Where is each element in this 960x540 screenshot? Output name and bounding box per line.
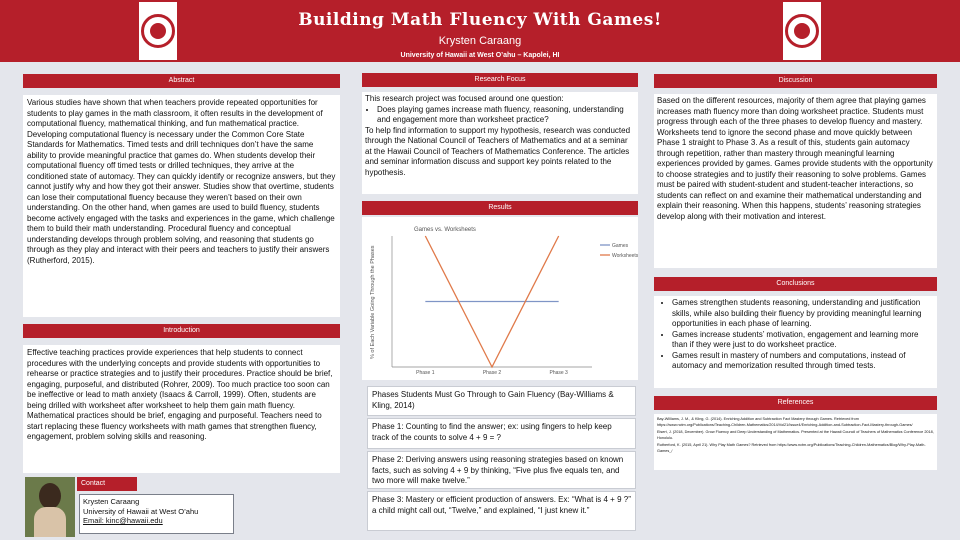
phase-2-box: Phase 2: Deriving answers using reasoning strategies based on known facts, such as solving 4 + 9 by thinking, “Five plus five equals ten, and two more will make twelve.” xyxy=(367,451,636,489)
discussion-body: Based on the different resources, majority of them agree that playing games increases math fluency more than doing worksheet practice. Students must progress through each of the three phases to develop fluency and mastery. Worksheets tend to ignore the second phase and move quickly between Phase 1 straight to Phase 3. As a result of this, students gain automacy through repetition, rather than mastery through meaningful learning experiences provided by games. Games provide students with the opportunity to choose strategies and to justify their reasoning to solve problems. Games must be paired with student-student and student-teacher interactions, so students can reflect on and examine their mathematical understanding and explain their reasoning. When this happens, students’ reasoning strategies develop along with their motivation and interest. xyxy=(654,94,937,268)
reference-item: Rutherford, K. (2015, April 21). Why Play Math Games? Retrieved from https://www.nctm.org/Publications/Teaching-Children-Mathematics/Blog/Why-Play-Math-Games_/ xyxy=(657,443,926,453)
chart-title: Games vs. Worksheets xyxy=(414,227,476,233)
conclusions-body xyxy=(654,296,937,388)
poster-author: Krysten Caraang xyxy=(438,35,522,47)
conclusions-heading: Conclusions xyxy=(654,277,937,291)
results-heading: Results xyxy=(362,201,638,215)
contact-box xyxy=(79,494,234,534)
research-focus-text: To help find information to support my hypothesis, research was conducted through the National Council of Teachers of Mathematics and at a seminar at the Hawaii Council of Teachers of Mathematics Conference. The articles and seminar information discuss and support key points related to the hypothesis. xyxy=(365,125,631,177)
abstract-heading: Abstract xyxy=(23,74,340,88)
research-focus-heading: Research Focus xyxy=(362,73,638,87)
reference-item: Bay-Williams, J. M., & Kling, G. (2014). Enriching Addition and Subtraction Fact Mastery through Games. Retrieved from https://www.nctm.org/Publications/Teaching-Children-Mathematics/2014/Vol21/Issue4/Enriching-Addition-and-Subtraction-Fact-Mastery-through-Games/ xyxy=(657,417,913,427)
poster-affiliation: University of Hawaii at West O’ahu – Kapolei, HI xyxy=(400,52,560,59)
chart-y-axis-label: % of Each Variable Going Through the Phases xyxy=(370,245,376,359)
phase-1-box: Phase 1: Counting to find the answer; ex: using fingers to help keep track of the counts to solve 4 + 9 = ? xyxy=(367,418,636,449)
contact-email[interactable]: Email: kinc@hawaii.edu xyxy=(83,516,163,525)
author-photo xyxy=(25,477,75,537)
discussion-heading: Discussion xyxy=(654,74,937,88)
introduction-heading: Introduction xyxy=(23,324,340,338)
games-vs-worksheets-chart xyxy=(362,217,638,380)
results-chart xyxy=(362,217,638,380)
references-heading: References xyxy=(654,396,937,410)
legend-label: Worksheets xyxy=(612,253,638,259)
phase-3-box: Phase 3: Mastery or efficient production of answers. Ex: “What is 4 + 9 ?” a child might call out, “Twelve,” and explained, “I just knew it.” xyxy=(367,491,636,531)
x-tick-label: Phase 2 xyxy=(482,370,502,376)
conclusion-item: • Games result in mastery of numbers and computations, instead of automacy and memorization resulted through timed tests. xyxy=(672,351,934,372)
research-focus-intro: This research project was focused around one question: xyxy=(365,94,564,103)
x-tick-label: Phase 3 xyxy=(549,370,568,376)
references-body xyxy=(654,414,937,470)
conclusion-item: • Games increase students’ motivation, engagement and learning more than if they were just to do worksheet practice. xyxy=(672,330,934,351)
legend-label: Games xyxy=(612,243,629,249)
research-focus-body xyxy=(362,92,638,194)
poster-title: Building Math Fluency With Games! xyxy=(298,10,662,30)
introduction-body: Effective teaching practices provide experiences that help students to connect procedures with the underlying concepts and provide students with opportunities to rehearse or practice strategies and to justify their procedures. Practice should be brief, engaging, purposeful, and distributed (Rohrer, 2009). Too much practice too soon can be ineffective or lead to math anxiety (Isaacs & Carroll, 1999). Often, students are being drilled with worksheet after worksheet to help them gain math fluency. Mathematical practices should be brief, engaging and purposeful. Teachers need to start replacing these fluency worksheets with math games that strengthen fluency, engagement, problem solving skills and reasoning. xyxy=(23,345,340,473)
contact-name: Krysten Caraang xyxy=(83,497,140,506)
contact-heading: Contact xyxy=(77,477,137,491)
reference-item: Eisert, J. (2018, December). Grow Fluency and Deep Understanding of Mathematics. Presented at the Hawaii Council of Teachers of Mathematics Conference 2018, Honolulu. xyxy=(657,430,934,440)
research-question: • Does playing games increase math fluency, reasoning, understanding and engagement more than worksheet practice? xyxy=(377,105,635,126)
abstract-body: Various studies have shown that when teachers provide repeated opportunities for students to play games in the math classroom, it often results in the development of computational fluency, mathematical thinking, and fun mathematical practice. Developing computational fluency is necessary under the Common Core State Standards for Mathematics. Timed tests and drill techniques don’t have the same ability to provide meaningful practice that games do. When students develop their computational fluency off timed tests or drilled techniques, they arrive at the conditioned state of automacy. They can quickly identify or recognize answers, but they cannot justify why and how they got their answer. Studies show that overtime, students can lose their computational fluency because they weren’t based on their own understanding. On the other hand, when games are used to build fluency, students become actively engaged with the tasks and experiences in the game, which challenge them to build their math understanding. Procedural fluency and conceptual understanding develops through problem solving, and reasoning that students go through as they play and interact with their peers and teachers to justify their answers (Rutherford, 2015). xyxy=(23,95,340,317)
contact-affiliation: University of Hawaii at West O’ahu xyxy=(83,506,199,516)
poster-header xyxy=(0,0,960,62)
conclusion-item: • Games strengthen students reasoning, understanding and justification skills, while also building their fluency by providing meaningful learning opportunities in each phase of learning. xyxy=(672,298,934,330)
x-tick-label: Phase 1 xyxy=(416,370,435,376)
phases-heading-box: Phases Students Must Go Through to Gain Fluency (Bay-Williams & Kling, 2014) xyxy=(367,386,636,416)
